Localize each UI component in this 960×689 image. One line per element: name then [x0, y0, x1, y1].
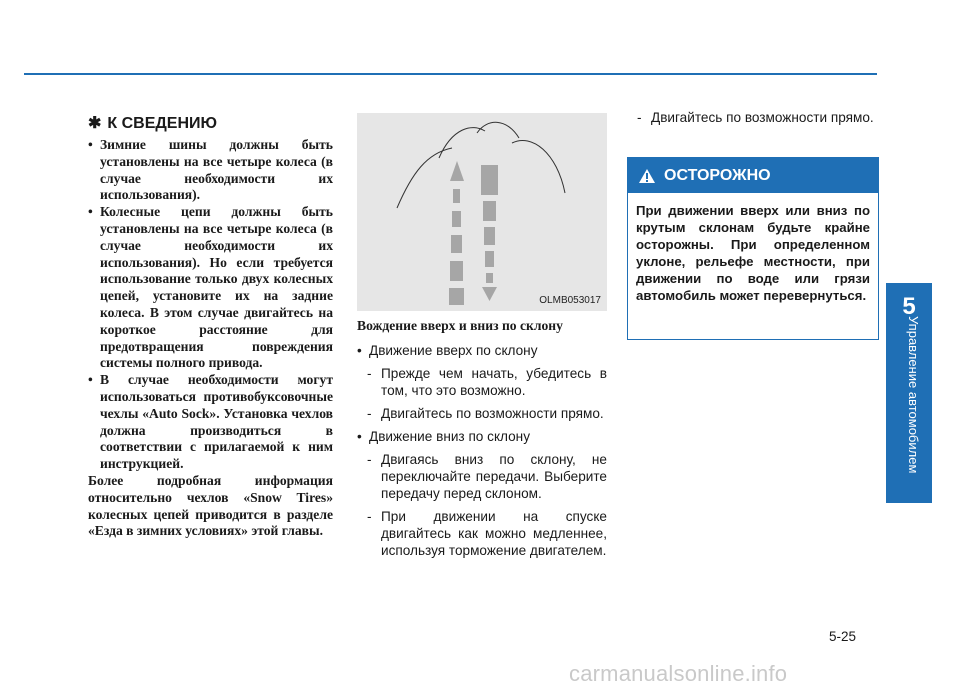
up-slope-subitem: - Двигайтесь по возможности прямо. [367, 406, 604, 421]
figure-code: OLMB053017 [539, 295, 601, 306]
bullet-icon: • [357, 429, 362, 444]
driving-heading: Вождение вверх и вниз по склону [357, 318, 563, 333]
chapter-number: 5 [902, 293, 916, 320]
warning-triangle-icon [638, 168, 656, 184]
note-star-icon: ✱ [88, 115, 102, 132]
note-bullet: • Зимние шины должны быть установлены на все четыре колеса (в случае необходимости их использования). [88, 137, 333, 203]
bullet-icon: • [357, 343, 362, 358]
up-arrow-icon [449, 161, 464, 305]
note-bullet: • В случае необходимости могут использоваться противобуксовочные чехлы «Auto Sock». Установка чехлов должна производиться в соответствии с прилагаемой к ним инструкцией. [88, 372, 333, 472]
down-slope-item: • Движение вниз по склону [357, 429, 530, 444]
note-bullet: • Колесные цепи должны быть установлены на все четыре колеса (в случае необходимости их использования). Но если требуется использование только двух колесных цепей, установите их на задние колеса. В этом случае двигайтесь на короткое расстояние для предотвращения повреждения системы полного привода. [88, 204, 333, 371]
note-column [88, 113, 333, 540]
note-heading: К СВЕДЕНИЮ [107, 115, 218, 132]
bullet-icon: • [88, 204, 93, 220]
down-slope-subitem: - При движении на спуске двигайтесь как можно медленнее, используя торможение двигателем. [367, 509, 607, 558]
warning-box [627, 157, 879, 340]
note-heading-row [88, 113, 333, 133]
chapter-title: Управление автомобилем [906, 316, 921, 474]
down-arrow-icon [481, 165, 498, 301]
warning-title: ОСТОРОЖНО [664, 166, 771, 184]
bullet-icon: • [88, 372, 93, 388]
driving-column [357, 318, 607, 565]
bullet-icon: • [88, 137, 93, 152]
continued-subitem: - Двигайтесь по возможности прямо. [637, 110, 874, 125]
note-paragraph: Более подробная информация относительно чехлов «Snow Tires» колесных цепей приводится в разделе «Езда в зимних условиях» этой главы. [88, 472, 333, 539]
continued-column [627, 109, 877, 126]
warning-text: При движении вверх или вниз по крутым склонам будьте крайне осторожны. При определенном уклоне, рельефе местности, при движении по воде или грязи автомобиль может перевернуться. [636, 203, 870, 303]
header-rule [24, 73, 877, 75]
watermark: carmanualsonline.info [569, 661, 788, 686]
up-slope-subitem: - Прежде чем начать, убедитесь в том, что это возможно. [367, 366, 607, 398]
up-slope-item: • Движение вверх по склону [357, 343, 538, 358]
down-slope-subitem: - Двигаясь вниз по склону, не переключайте передачи. Выберите передачу перед склоном. [367, 452, 607, 501]
slope-illustration [357, 113, 607, 311]
warning-header [628, 158, 878, 193]
page-number: 5-25 [829, 629, 857, 644]
slope-drawing [357, 113, 607, 311]
